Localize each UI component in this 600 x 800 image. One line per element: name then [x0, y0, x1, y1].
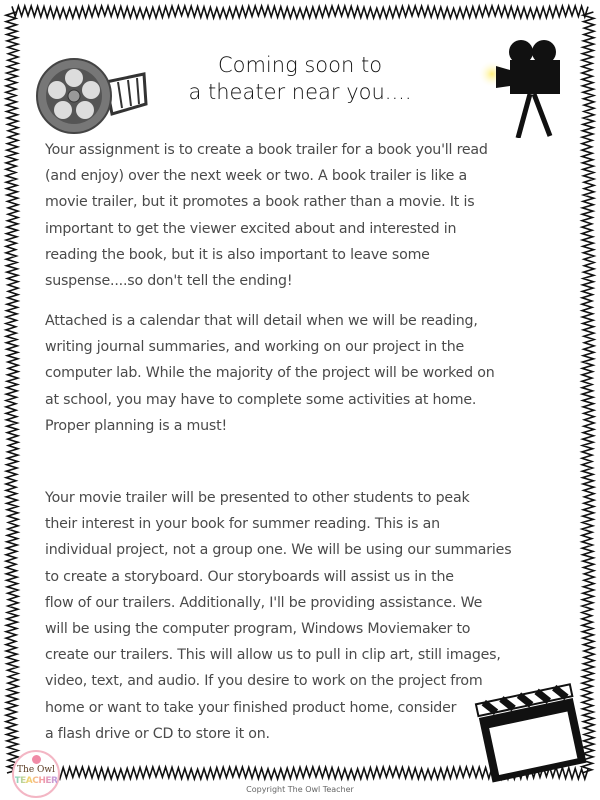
paragraph-line: Your assignment is to create a book trailer for a book you'll read [45, 142, 488, 158]
border-edge [6, 12, 18, 773]
paragraph-calendar [45, 308, 565, 439]
paragraph-line: important to get the viewer excited about and interested in [45, 220, 457, 237]
paragraph-line: their interest in your book for summer reading. This is an [45, 516, 440, 533]
page-title [150, 52, 450, 106]
paragraph-line: writing journal summaries, and working on our project in the [45, 339, 465, 356]
title-line: Coming soon to [217, 53, 383, 77]
border-edge [12, 6, 588, 18]
clapperboard-icon [468, 668, 588, 788]
paragraph-line: to create a storyboard. Our storyboards will assist us in the [45, 568, 454, 585]
paragraph-line: reading the book, but it is also important to leave some [45, 246, 430, 263]
border-edge [582, 12, 594, 773]
paragraph-line: Proper planning is a must! [45, 417, 227, 434]
paragraph-line: individual project, not a group one. We will be using our summaries [45, 542, 512, 559]
copyright-text: Copyright The Owl Teacher [246, 785, 354, 794]
paragraph-line: a flash drive or CD to store it on. [45, 725, 270, 742]
film-reel-icon [36, 52, 148, 142]
paragraph-line: home or want to take your finished product home, consider [45, 699, 457, 716]
title-line: a theater near you.... [188, 80, 412, 104]
logo-line2: TEACHER [14, 776, 58, 786]
logo-line1: The Owl [17, 765, 55, 775]
paragraph-assignment [45, 137, 565, 294]
paragraph-line: computer lab. While the majority of the project will be worked on [45, 365, 495, 382]
paragraph-line: Attached is a calendar that will detail when we will be reading, [45, 313, 478, 329]
paragraph-line: will be using the computer program, Windows Moviemaker to [45, 621, 471, 638]
paragraph-line: video, text, and audio. If you desire to work on the project from [45, 673, 483, 690]
paragraph-line: Your movie trailer will be presented to other students to peak [45, 490, 470, 506]
paragraph-line: flow of our trailers. Additionally, I'll be providing assistance. We [45, 594, 483, 611]
owl-icon [32, 755, 41, 764]
paragraph-line: (and enjoy) over the next week or two. A book trailer is like a [45, 168, 467, 185]
movie-camera-icon [478, 38, 568, 138]
paragraph-line: create our trailers. This will allow us to pull in clip art, still images, [45, 647, 501, 664]
paragraph-line: suspense....so don't tell the ending! [45, 273, 293, 290]
paragraph-line: at school, you may have to complete some activities at home. [45, 391, 477, 408]
paragraph-line: movie trailer, but it promotes a book rather than a movie. It is [45, 194, 475, 211]
